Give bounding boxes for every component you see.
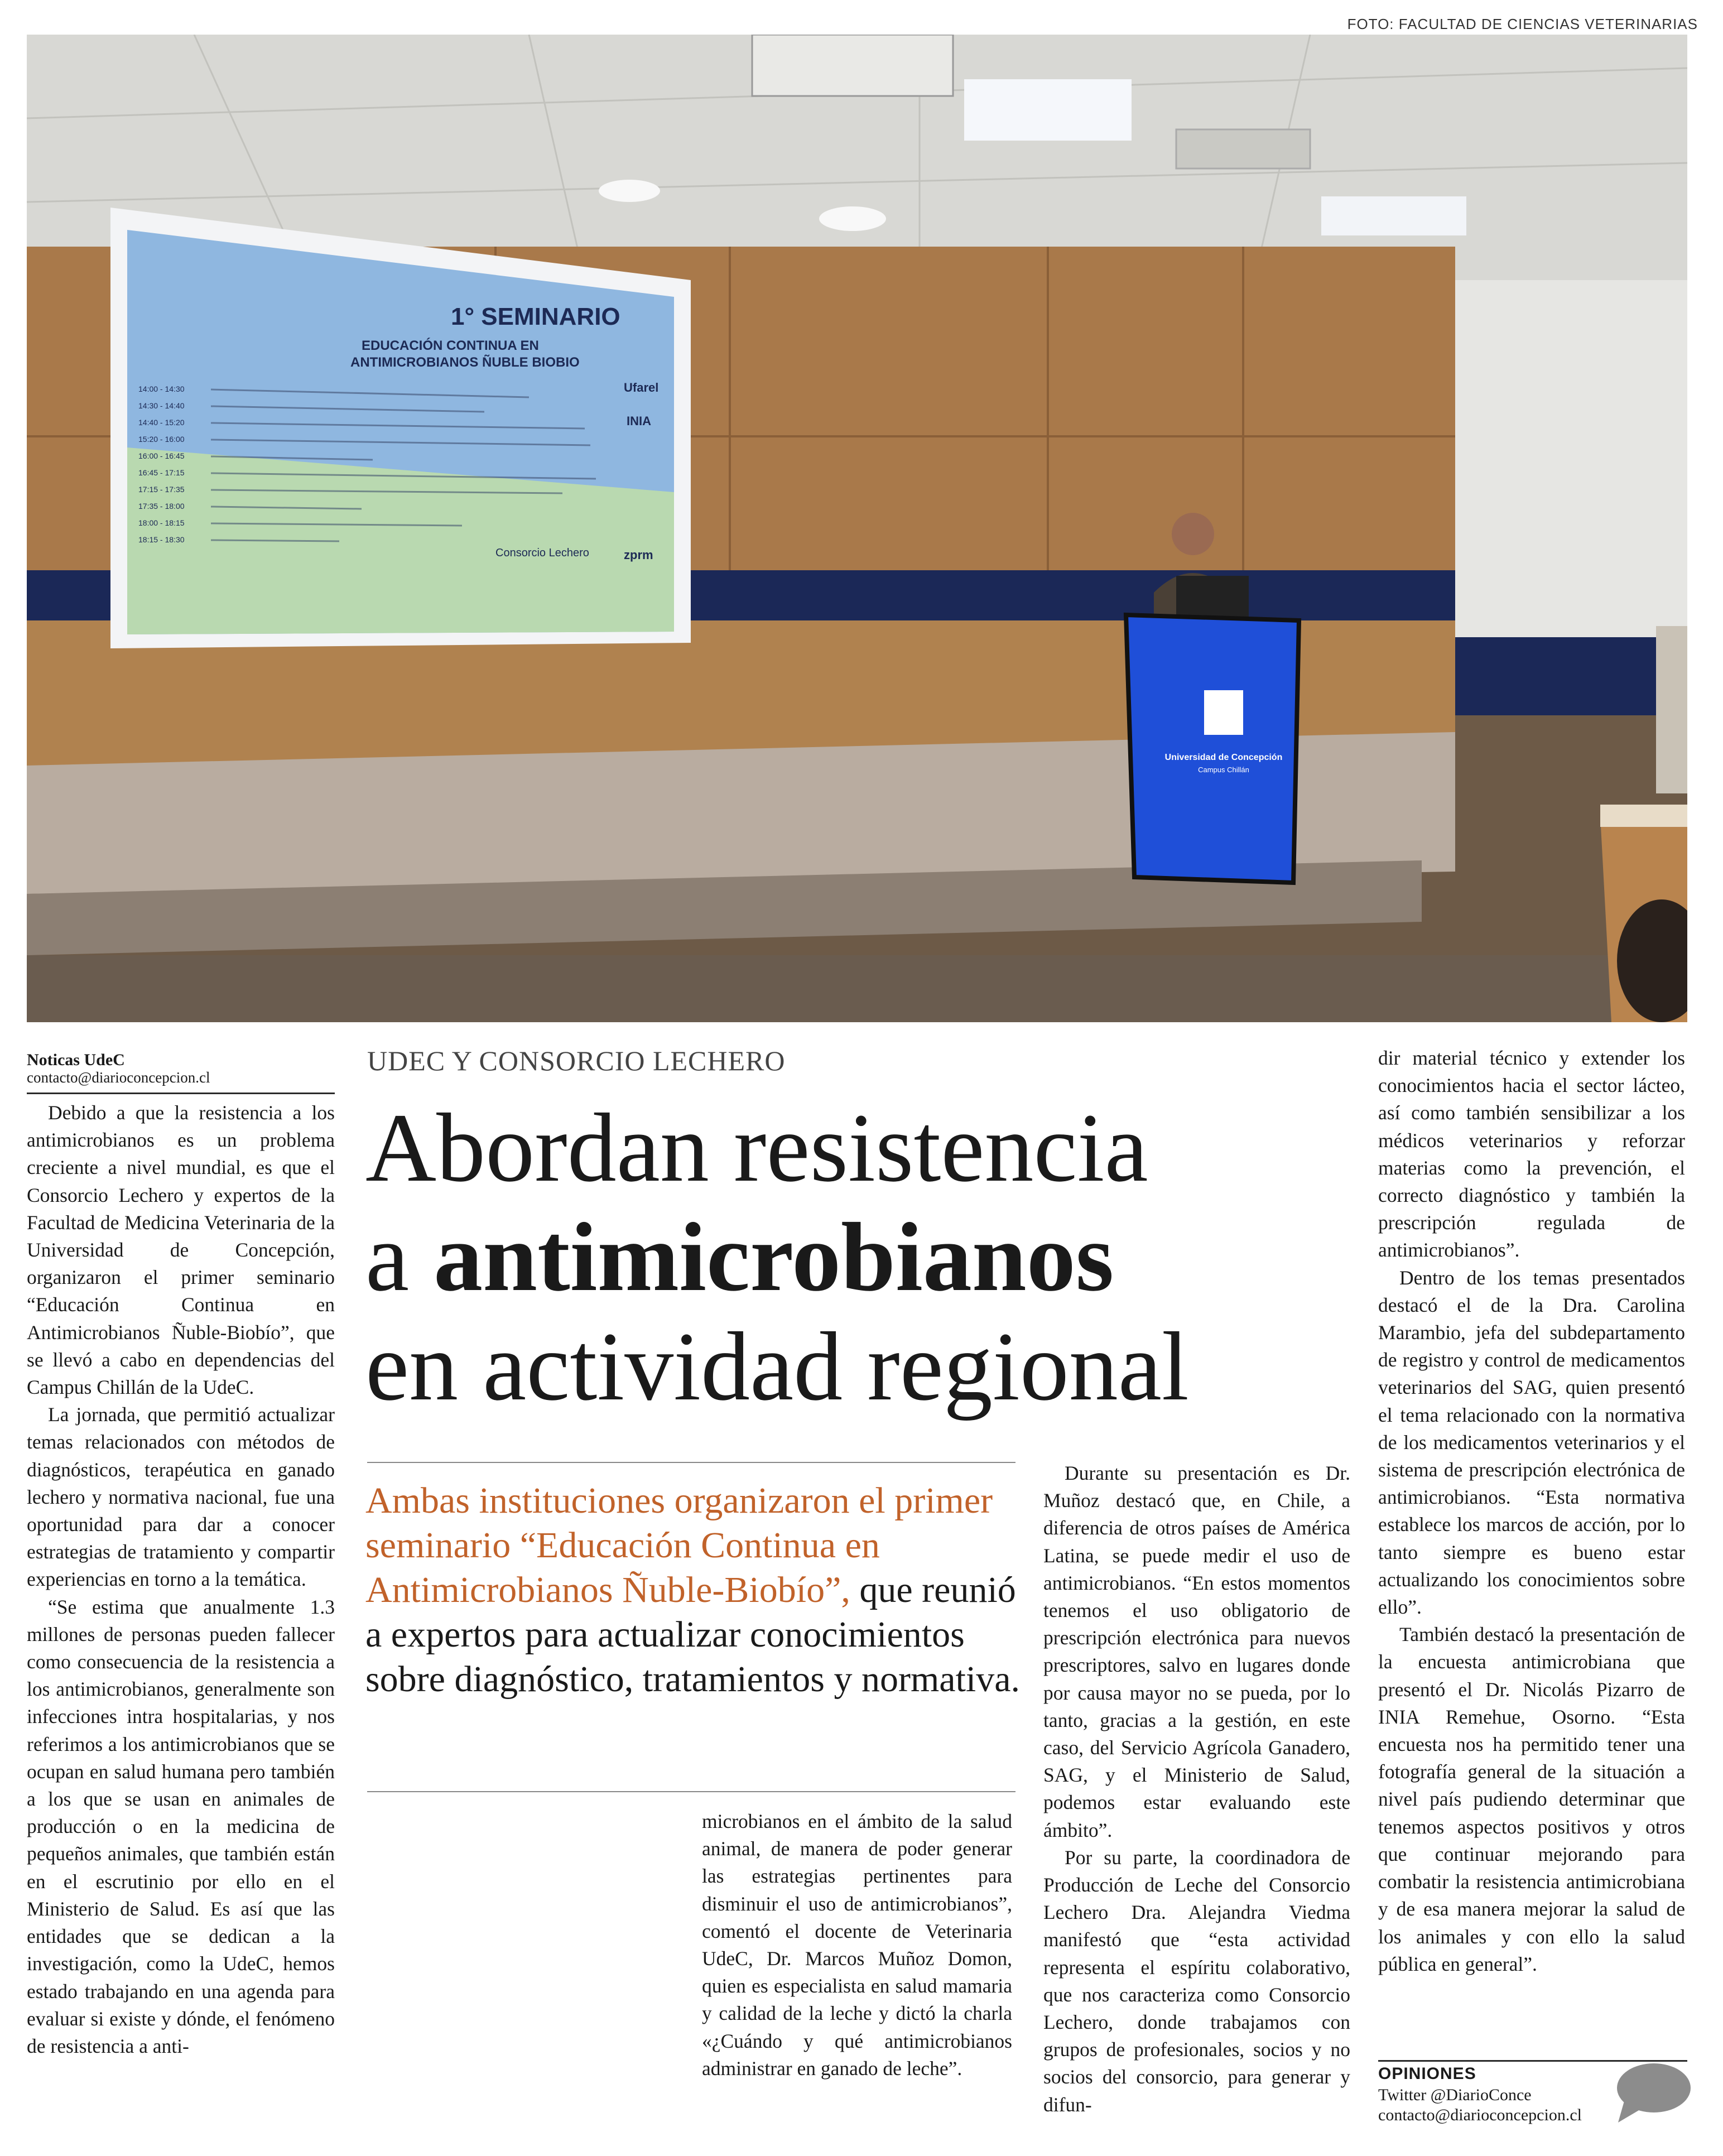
laptop (1176, 576, 1249, 620)
col3-paragraph: Durante su presentación es Dr. Muñoz destacó que, en Chile, a diferencia de otros países de América Latina, se puede medir el uso de antimicrobianos. “En estos momentos tenemos el uso obligatorio de prescripción electrónica para nuevos prescriptores, salvo en lugares donde por causa mayor no se pueda, por lo tanto, gracias a la gestión, en este caso, del Servicio Agrícola Ganadero, SAG, y el Ministerio de Salud, podemos estar evaluando este ámbito”. (1043, 1462, 1350, 1841)
col4-paragraph: dir material técnico y extender los conocimientos hacia el sector lácteo, así como también sensibilizar a los médicos veterinarios y reforzar materias como la prevención, el correcto diagnóstico y también la prescripción regulada de antimicrobianos”. (1378, 1047, 1685, 1262)
ceiling-spotlight (599, 180, 660, 202)
speech-bubble-icon (1614, 2060, 1692, 2127)
deck-rule-top (367, 1462, 1015, 1463)
opinions-title: OPINIONES (1378, 2064, 1476, 2083)
col2-paragraph: microbianos en el ámbito de la salud animal, de manera de poder generar las estrategias pertinentes para disminuir el uso de antimicrobianos”, comentó el docente de Veterinaria UdeC, Dr. Marcos Muñoz Domon, quien es especialista en salud mamaria y calidad de la leche y dictó la charla «¿Cuándo y qué antimicrobianos administrar en ganado de leche”. (702, 1810, 1012, 2080)
author-rule (27, 1093, 335, 1094)
headline-line-3: en actividad regional (365, 1312, 1189, 1421)
podium (1126, 615, 1299, 883)
headline-line-2b: antimicrobianos (434, 1203, 1114, 1312)
opinions-email[interactable]: contacto@diarioconcepcion.cl (1378, 2106, 1582, 2124)
slide-time-5: 16:45 - 17:15 (138, 468, 185, 477)
author-name: Noticas UdeC (27, 1051, 125, 1069)
slide-time-2: 14:40 - 15:20 (138, 418, 185, 427)
air-vent (1176, 129, 1310, 169)
projector (752, 35, 953, 96)
slide-time-1: 14:30 - 14:40 (138, 401, 185, 410)
col1-paragraph: “Se estima que anualmente 1.3 millones de personas pueden fallecer como consecuencia de la resistencia a los antimicrobianos, generalmente son infecciones intra hospitalarias, y nos referimos a los antimicrobianos que se ocupan en salud humana pero también a los que se usan en animales de producción o en la medicina de pequeños animales, que también están en el escrutinio por ello en el Ministerio de Salud. Es así que las entidades que se dedican a la investigación, como la UdeC, hemos estado trabajando en una agenda para evaluar si existe y dónde, el fenómeno de resistencia a anti- (27, 1595, 335, 2057)
slide-subtitle-1: EDUCACIÓN CONTINUA EN (362, 338, 539, 353)
slide-title: 1° SEMINARIO (451, 303, 620, 330)
slide-time-9: 18:15 - 18:30 (138, 535, 185, 544)
body-column-4 (1378, 1045, 1685, 1978)
slide-subtitle-2: ANTIMICROBIANOS ÑUBLE BIOBIO (350, 355, 580, 370)
slide-time-6: 17:15 - 17:35 (138, 485, 185, 494)
deck-black: que reunió a expertos para actualizar conocimientos sobre diagnóstico, tratamientos y normativa. (365, 1570, 1021, 1700)
body-column-3 (1043, 1460, 1350, 2119)
slide-time-4: 16:00 - 16:45 (138, 451, 185, 460)
opinions-twitter[interactable]: Twitter @DiarioConce (1378, 2086, 1532, 2104)
col3-paragraph: Por su parte, la coordinadora de Producción de Leche del Consorcio Lechero Dra. Alejandra Viedma manifestó que “esta actividad representa el espíritu colaborativo, que nos caracteriza como Consorcio Lechero, donde trabajamos con grupos de profesionales, socios y no socios del consorcio, para generar y difun- (1043, 1846, 1350, 2116)
slide-time-8: 18:00 - 18:15 (138, 518, 185, 527)
col4-paragraph: También destacó la presentación de la encuesta antimicrobiana que presentó el Dr. Nicolás Pizarro de INIA Remehue, Osorno. “Esta encuesta nos ha permitido tener una fotografía general de la situación a nivel país pudiendo determinar que tenemos aspectos positivos y otros que continuar mejorando para combatir la resistencia antimicrobiana y de esa manera mejorar la salud de los animales y con ello la salud pública en general”. (1378, 1623, 1685, 1975)
slide-logo-1: INIA (627, 414, 651, 428)
kicker: UDEC Y CONSORCIO LECHERO (367, 1045, 786, 1076)
deck (365, 1479, 1035, 1702)
slide-logo-0: Ufarel (624, 381, 659, 394)
headline-line-1: Abordan resistencia (365, 1094, 1148, 1202)
slide-sponsor: Consorcio Lechero (495, 547, 589, 559)
ceiling-light (1321, 196, 1466, 235)
col1-paragraph: Debido a que la resistencia a los antimicrobianos es un problema creciente a nivel mundial, es que el Consorcio Lechero y expertos de la Facultad de Medicina Veterinaria de la Universidad de Concepción, organizaron el primer seminario “Educación Continua en Antimicrobianos Ñuble-Biobío”, que se llevó a cabo en dependencias del Campus Chillán de la UdeC. (27, 1101, 335, 1399)
ceiling-spotlight (819, 206, 886, 231)
deck-rule-bottom (367, 1791, 1015, 1792)
author-email[interactable]: contacto@diarioconcepcion.cl (27, 1069, 210, 1086)
body-column-1 (27, 1099, 335, 2060)
slide-time-7: 17:35 - 18:00 (138, 502, 185, 511)
col1-paragraph: La jornada, que permitió actualizar temas relacionados con métodos de diagnósticos, terapéutica en ganado lechero y normativa nacional, fue una oportunidad para dar a conocer estrategias de tratamiento y compartir experiencias en torno a la temática. (27, 1403, 335, 1591)
photo-credit: FOTO: FACULTAD DE CIENCIAS VETERINARIAS (1347, 16, 1698, 32)
deck-orange: Ambas instituciones organizaron el primer seminario “Educación Continua en Antimicrobianos Ñuble-Biobío”, (365, 1480, 993, 1610)
slide-logo-2: zprm (624, 548, 653, 562)
headline-line-2a: a (365, 1203, 410, 1312)
podium-text-2: Campus Chillán (1198, 766, 1249, 774)
podium-text-1: Universidad de Concepción (1164, 753, 1283, 762)
slide-time-0: 14:00 - 14:30 (138, 384, 185, 393)
headline (365, 1094, 1286, 1422)
article-photo (27, 35, 1687, 1022)
col4-paragraph: Dentro de los temas presentados destacó el de la Dra. Carolina Marambio, jefa del subdepartamento de registro y control de medicamentos veterinarios del SAG, quien presentó el tema relacionado con la normativa de los medicamentos veterinarios y el sistema de prescripción electrónica de antimicrobianos. “Esta normativa establece los marcos de acción, por lo tanto siempre es bueno estar actualizando los conocimientos sobre ello”. (1378, 1266, 1685, 1619)
body-column-2 (702, 1808, 1012, 2082)
speaker-head (1172, 513, 1214, 555)
slide-time-3: 15:20 - 16:00 (138, 435, 185, 444)
udec-shield-icon (1204, 690, 1243, 735)
ceiling-light (964, 79, 1132, 141)
